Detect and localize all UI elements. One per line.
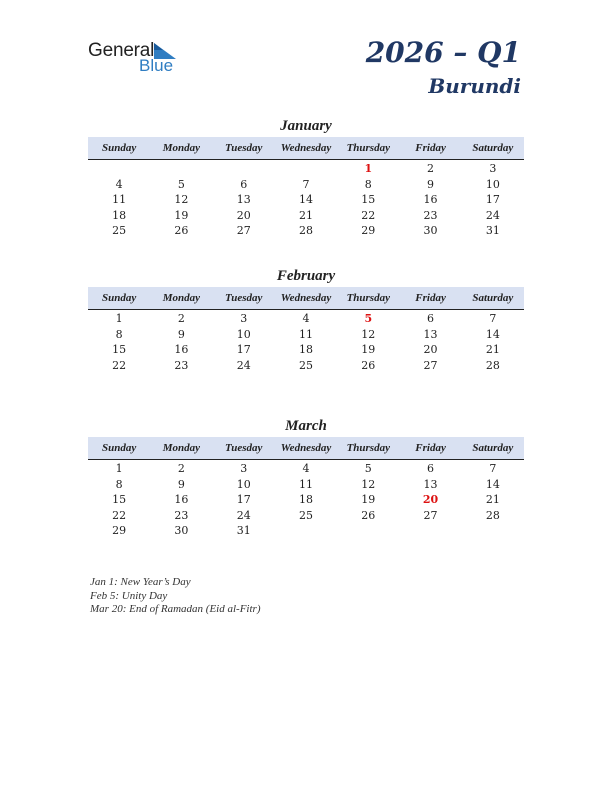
day-cell: 4 <box>115 177 123 191</box>
weekday-label: Thursday <box>346 142 390 154</box>
day-cell: 27 <box>423 358 438 372</box>
day-cell: 30 <box>174 524 189 537</box>
day-cell: 16 <box>174 493 189 506</box>
month-january <box>88 116 524 239</box>
month-title: March <box>285 418 327 434</box>
holiday-list <box>90 576 260 617</box>
day-cell: 13 <box>423 327 438 341</box>
day-cell: 5 <box>364 462 372 475</box>
day-cell: 28 <box>485 508 500 522</box>
week-row <box>88 177 524 193</box>
weekday-label: Friday <box>415 442 446 454</box>
day-cell: 24 <box>485 208 500 222</box>
weekday-header <box>88 137 524 160</box>
day-cell: 7 <box>302 177 310 191</box>
day-cell: 17 <box>236 343 251 356</box>
weekday-label: Saturday <box>472 292 514 304</box>
day-cell: 10 <box>236 477 251 491</box>
weekday-label: Sunday <box>102 442 137 454</box>
weekday-label: Wednesday <box>280 442 332 454</box>
day-cell: 21 <box>485 343 500 356</box>
week-row <box>88 523 524 539</box>
day-cell: 8 <box>364 177 372 191</box>
day-cell: 19 <box>361 493 376 506</box>
day-cell: 23 <box>174 508 189 522</box>
day-cell: 15 <box>112 343 127 356</box>
weekday-label: Wednesday <box>280 142 332 154</box>
weekday-label: Thursday <box>346 292 390 304</box>
day-cell: 21 <box>485 493 500 506</box>
weekday-label: Sunday <box>102 292 137 304</box>
day-cell: 3 <box>489 162 497 175</box>
empty-day-cell <box>213 161 275 177</box>
day-cell: 18 <box>298 493 313 506</box>
day-cell: 6 <box>427 462 435 475</box>
week-row <box>88 477 524 493</box>
day-cell: 13 <box>236 193 251 206</box>
week-row <box>88 208 524 224</box>
day-cell: 19 <box>361 343 376 356</box>
empty-day-cell <box>399 523 461 539</box>
weekday-label: Thursday <box>346 442 390 454</box>
day-cell: 22 <box>361 208 376 222</box>
calendar-grid <box>88 311 524 373</box>
week-row <box>88 461 524 477</box>
day-cell: 18 <box>112 208 127 222</box>
month-march <box>88 416 524 539</box>
week-row <box>88 223 524 239</box>
week-row <box>88 161 524 177</box>
day-cell: 10 <box>485 177 500 191</box>
day-cell: 23 <box>423 208 438 222</box>
day-cell: 23 <box>174 358 189 372</box>
day-cell: 13 <box>423 477 438 491</box>
day-cell: 27 <box>236 224 251 237</box>
empty-day-cell <box>337 523 399 539</box>
day-cell: 1 <box>115 312 123 325</box>
day-cell: 14 <box>485 477 500 491</box>
day-cell: 26 <box>361 358 376 372</box>
day-cell: 22 <box>112 508 127 522</box>
day-cell: 8 <box>115 477 123 491</box>
week-row <box>88 192 524 208</box>
day-cell: 29 <box>112 524 127 537</box>
day-cell: 26 <box>174 224 189 237</box>
day-cell: 1 <box>364 162 373 175</box>
week-row <box>88 327 524 343</box>
day-cell: 14 <box>298 193 313 206</box>
day-cell: 6 <box>427 312 435 325</box>
day-cell: 7 <box>489 462 497 475</box>
day-cell: 10 <box>236 327 251 341</box>
day-cell: 6 <box>240 177 248 191</box>
day-cell: 19 <box>174 208 189 222</box>
day-cell: 20 <box>423 343 438 356</box>
weekday-header <box>88 437 524 460</box>
holiday-item: Mar 20: End of Ramadan (Eid al-Fitr) <box>90 603 261 615</box>
day-cell: 9 <box>177 477 185 491</box>
day-cell: 24 <box>236 508 251 522</box>
weekday-label: Tuesday <box>224 442 263 454</box>
day-cell: 11 <box>112 193 127 206</box>
week-row <box>88 358 524 374</box>
month-title: February <box>276 268 336 284</box>
holiday-item: Feb 5: Unity Day <box>90 589 168 602</box>
month-title: January <box>280 118 332 134</box>
day-cell: 12 <box>174 193 189 206</box>
day-cell: 2 <box>177 312 185 325</box>
day-cell: 16 <box>174 343 189 356</box>
day-cell: 11 <box>298 477 313 491</box>
page-title: 2026 – Q1 <box>365 36 521 69</box>
day-cell: 25 <box>298 508 313 522</box>
day-cell: 25 <box>112 224 127 237</box>
day-cell: 12 <box>361 477 376 491</box>
day-cell: 5 <box>177 177 185 191</box>
weekday-label: Friday <box>415 142 446 154</box>
day-cell: 7 <box>489 312 497 325</box>
day-cell: 8 <box>115 327 123 341</box>
day-cell: 27 <box>423 508 438 522</box>
day-cell: 3 <box>240 312 248 325</box>
day-cell: 20 <box>236 208 251 222</box>
day-cell: 3 <box>240 462 248 475</box>
weekday-label: Monday <box>162 142 201 154</box>
day-cell: 20 <box>422 493 439 506</box>
day-cell: 5 <box>364 312 373 325</box>
day-cell: 15 <box>112 493 127 506</box>
week-row <box>88 342 524 358</box>
empty-day-cell <box>275 523 337 539</box>
calendar-grid <box>88 461 524 539</box>
weekday-label: Tuesday <box>224 142 263 154</box>
weekday-label: Sunday <box>102 142 137 154</box>
weekday-label: Monday <box>162 442 201 454</box>
day-cell: 29 <box>361 224 376 237</box>
weekday-label: Saturday <box>472 142 514 154</box>
day-cell: 30 <box>423 224 438 237</box>
empty-day-cell <box>275 161 337 177</box>
weekday-label: Wednesday <box>280 292 332 304</box>
week-row <box>88 492 524 508</box>
day-cell: 4 <box>302 312 310 325</box>
weekday-header <box>88 287 524 310</box>
weekday-label: Saturday <box>472 442 514 454</box>
weekday-label: Monday <box>162 292 201 304</box>
day-cell: 31 <box>236 524 251 537</box>
day-cell: 15 <box>361 193 376 206</box>
day-cell: 1 <box>115 462 123 475</box>
day-cell: 18 <box>298 343 313 356</box>
day-cell: 28 <box>485 358 500 372</box>
day-cell: 14 <box>485 327 500 341</box>
empty-day-cell <box>88 161 150 177</box>
day-cell: 11 <box>298 327 313 341</box>
calendar-grid <box>88 161 524 239</box>
day-cell: 25 <box>298 358 313 372</box>
empty-day-cell <box>462 523 524 539</box>
month-february <box>88 266 524 373</box>
weekday-label: Tuesday <box>224 292 263 304</box>
day-cell: 22 <box>112 358 127 372</box>
week-row <box>88 508 524 524</box>
country-name: Burundi <box>428 74 521 98</box>
day-cell: 4 <box>302 462 310 475</box>
day-cell: 17 <box>236 493 251 506</box>
day-cell: 21 <box>298 208 313 222</box>
day-cell: 31 <box>485 224 500 237</box>
day-cell: 17 <box>485 193 500 206</box>
day-cell: 2 <box>177 462 185 475</box>
day-cell: 12 <box>361 327 376 341</box>
day-cell: 26 <box>361 508 376 522</box>
logo-text-blue: Blue <box>139 56 174 75</box>
day-cell: 24 <box>236 358 251 372</box>
day-cell: 9 <box>177 327 185 341</box>
empty-day-cell <box>150 161 212 177</box>
day-cell: 9 <box>427 177 435 191</box>
week-row <box>88 311 524 327</box>
day-cell: 2 <box>427 162 435 175</box>
generalblue-logo <box>88 40 188 78</box>
day-cell: 16 <box>423 193 438 206</box>
holiday-item: Jan 1: New Year’s Day <box>90 576 191 588</box>
weekday-label: Friday <box>415 292 446 304</box>
day-cell: 28 <box>298 224 313 237</box>
logo-text-general: General <box>88 40 155 61</box>
